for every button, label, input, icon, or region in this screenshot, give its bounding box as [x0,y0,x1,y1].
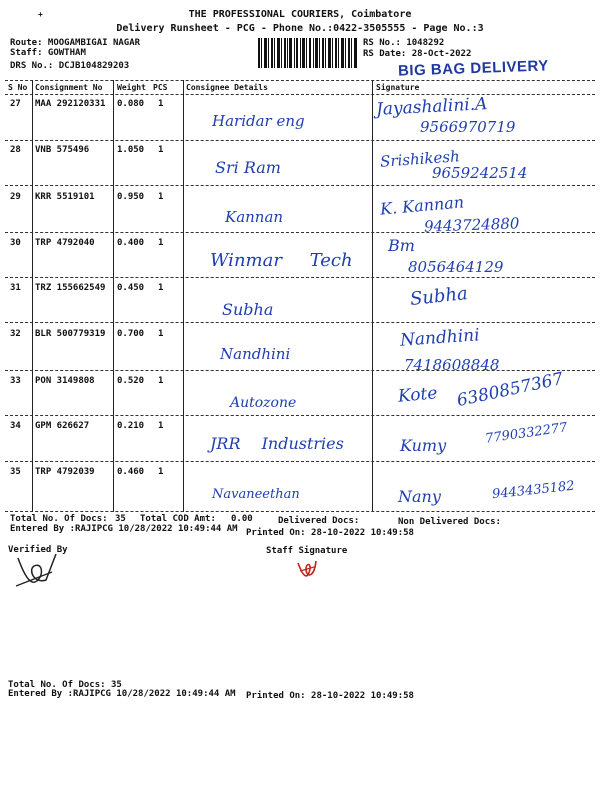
row-consignment: TRP 4792040 [35,238,95,248]
row-sno: 27 [10,99,21,109]
signature-handwriting: Bm [388,236,415,255]
consignee-handwriting: Autozone [230,395,297,411]
summary-printed-on: Printed On: 28-10-2022 10:49:58 [246,691,414,701]
signature-phone: 7790332277 [484,420,569,447]
column-line [32,80,33,512]
row-divider [5,140,595,141]
row-weight: 1.050 [117,145,145,155]
row-divider [5,322,595,323]
signature-handwriting: Kumy [400,436,447,455]
consignee-handwriting: Nandhini [220,345,291,363]
signature-handwriting: K. Kannan [379,192,465,219]
summary-entered-by: Entered By :RAJIPCG 10/28/2022 10:49:44 AM [8,689,236,699]
row-weight: 0.520 [117,376,145,386]
consignee-handwriting: Winmar Tech [210,250,353,271]
col-consignee-header: Consignee Details [186,83,268,92]
row-consignment: KRR 5519101 [35,192,95,202]
col-weight-header: Weight [117,83,146,92]
consignee-handwriting: Navaneethan [212,487,300,502]
consignee-handwriting: Haridar eng [212,112,305,130]
row-divider [5,277,595,278]
row-weight: 0.080 [117,99,145,109]
row-pcs: 1 [158,376,164,386]
row-consignment: TRP 4792039 [35,467,95,477]
col-sno-header: S No [8,83,28,92]
row-sno: 28 [10,145,21,155]
rs-date: RS Date: 28-Oct-2022 [363,49,472,59]
signature-phone: 9659242514 [432,164,528,182]
row-weight: 0.450 [117,283,145,293]
row-sno: 32 [10,329,21,339]
row-divider [5,511,595,512]
row-pcs: 1 [158,192,164,202]
total-docs-value: 35 [115,514,126,524]
row-consignment: MAA 292120331 [35,99,106,109]
route-label: Route: MOOGAMBIGAI NAGAR [10,38,141,48]
drs-label: DRS No.: DCJB104829203 [10,61,130,71]
delivered-docs-label: Delivered Docs: [278,516,360,526]
row-pcs: 1 [158,238,164,248]
signature-phone: 9566970719 [420,118,516,136]
verified-by-label: Verified By [8,545,68,555]
column-line [113,80,114,512]
row-sno: 30 [10,238,21,248]
consignee-handwriting: Sri Ram [215,158,281,177]
consignee-handwriting: Kannan [225,208,284,226]
runsheet-subtitle: Delivery Runsheet - PCG - Phone No.:0422-3505555 - Page No.:3 [116,23,484,34]
signature-handwriting: Srishikesh [379,147,461,171]
row-weight: 0.400 [117,238,145,248]
row-pcs: 1 [158,467,164,477]
row-consignment: GPM 626627 [35,421,90,431]
corner-marker: + [38,10,43,19]
row-divider [5,415,595,416]
summary-total-docs: Total No. Of Docs: 35 [8,680,122,690]
row-consignment: PON 3149808 [35,376,95,386]
big-bag-stamp: BIG BAG DELIVERY [397,57,550,80]
rs-number: RS No.: 1048292 [363,38,445,48]
column-line [183,80,184,512]
col-pcs-header: PCS [153,83,168,92]
signature-handwriting: Kote [397,383,439,407]
total-cod-label: Total COD Amt: [140,514,216,524]
row-sno: 35 [10,467,21,477]
row-divider [5,461,595,462]
consignee-handwriting: JRR Industries [210,434,344,453]
row-pcs: 1 [158,145,164,155]
row-weight: 0.950 [117,192,145,202]
total-docs-label: Total No. Of Docs: [10,514,108,524]
divider [5,94,595,95]
signature-handwriting: Subha [409,283,469,310]
barcode-image [258,38,358,68]
non-delivered-docs-label: Non Delivered Docs: [398,517,501,527]
signature-handwriting: Nandhini [399,325,481,351]
signature-handwriting: Jayashalini.A [375,94,488,120]
row-sno: 31 [10,283,21,293]
row-pcs: 1 [158,283,164,293]
row-pcs: 1 [158,329,164,339]
total-cod-value: 0.00 [231,514,253,524]
row-divider [5,185,595,186]
row-weight: 0.700 [117,329,145,339]
staff-signature-image [294,557,320,583]
row-divider [5,232,595,233]
signature-phone: 9443724880 [423,214,520,236]
row-sno: 33 [10,376,21,386]
staff-signature-label: Staff Signature [266,546,348,556]
row-consignment: BLR 500779319 [35,329,106,339]
signature-handwriting: Nany [398,487,441,506]
verified-signature-image [12,550,62,590]
row-weight: 0.460 [117,467,145,477]
row-divider [5,370,595,371]
row-consignment: VNB 575496 [35,145,90,155]
signature-phone: 8056464129 [408,258,504,276]
staff-label: Staff: GOWTHAM [10,48,86,58]
row-pcs: 1 [158,421,164,431]
printed-on-text: Printed On: 28-10-2022 10:49:58 [246,528,414,538]
entered-by-text: Entered By :RAJIPCG 10/28/2022 10:49:44 AM [10,524,238,534]
consignee-handwriting: Subha [222,300,274,319]
col-consignment-header: Consignment No [35,83,103,92]
row-weight: 0.210 [117,421,145,431]
row-sno: 34 [10,421,21,431]
col-signature-header: Signature [376,83,420,92]
signature-phone: 7418608848 [404,356,500,374]
divider [5,80,595,81]
signature-phone: 9443435182 [491,478,576,503]
row-consignment: TRZ 155662549 [35,283,106,293]
row-pcs: 1 [158,99,164,109]
company-title: THE PROFESSIONAL COURIERS, Coimbatore [188,9,412,20]
signature-phone: 6380857367 [455,368,566,412]
column-line [372,80,373,512]
row-sno: 29 [10,192,21,202]
